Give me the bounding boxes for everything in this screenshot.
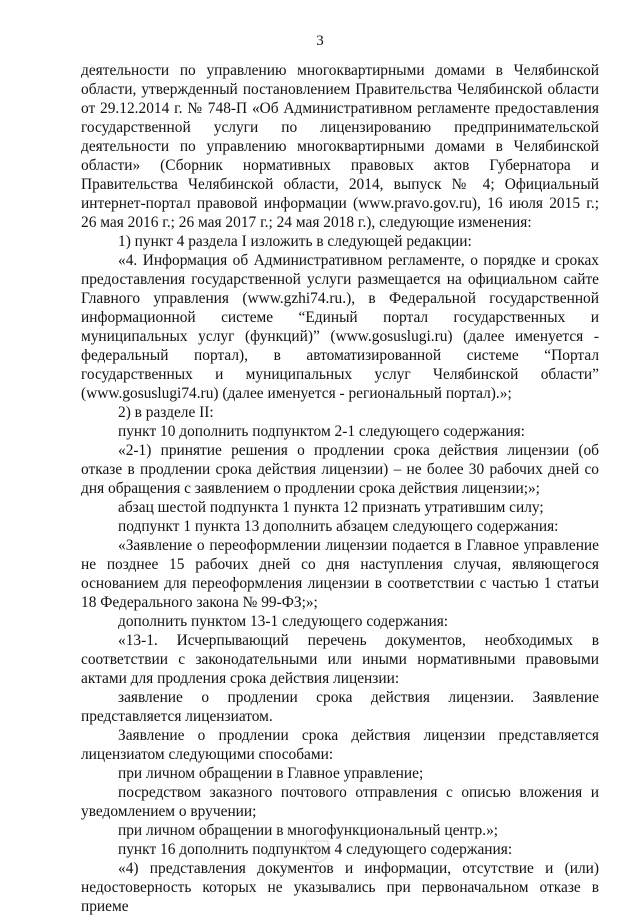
- paragraph: при личном обращении в многофункциональный центр.»;: [118, 822, 499, 839]
- paragraph: деятельности по управлению многоквартирными домами в Челябинской области, утвержденный постановлением Правительства Челябинской области от 29.12.2014 г. № 748-П «Об Административном регламенте предоставления государственной услуги по лицензированию предпринимательской деятельности по управлению многоквартирными домами в Челябинской области» (Сборник нормативных правовых актов Губернатора и Правительства Челябинской области, 2014, выпуск № 4; Официальный интернет-портал правовой информации (www.pravo.gov.ru), 16 июля 2015 г.; 26 мая 2016 г.; 26 мая 2017 г.; 24 мая 2018 г.), следующие изменения:: [81, 62, 599, 231]
- paragraph: при личном обращении в Главное управление;: [118, 765, 424, 782]
- paragraph: абзац шестой подпункта 1 пункта 12 признать утратившим силу;: [118, 499, 544, 516]
- page-number: 3: [316, 33, 324, 49]
- paragraph: «Заявление о переоформлении лицензии подается в Главное управление не позднее 15 рабочих дней со дня наступления случая, являющегося основанием для переоформления лицензии в соответствии с частью 1 статьи 18 Федерального закона № 99-ФЗ;»;: [81, 537, 599, 611]
- paragraph: Заявление о продлении срока действия лицензии представляется лицензиатом следующими способами:: [81, 727, 599, 763]
- paragraph: посредством заказного почтового отправления с описью вложения и уведомлением о вручении;: [81, 784, 599, 820]
- paragraph: «13-1. Исчерпывающий перечень документов, необходимых в соответствии с законодательными или иными нормативными правовыми актами для продления срока действия лицензии:: [81, 632, 599, 687]
- emblem-seal-icon: [302, 838, 332, 864]
- paragraph: «4) представления документов и информации, отсутствие и (или) недостоверность которых не указывались при первоначальном отказе в приеме: [81, 860, 599, 915]
- paragraph: заявление о продлении срока действия лицензии. Заявление представляется лицензиатом.: [81, 689, 599, 725]
- document-body: [81, 61, 599, 916]
- paragraph: «4. Информация об Административном регламенте, о порядке и сроках предоставления государственной услуги размещается на официальном сайте Главного управления (www.gzhi74.ru.), в Федеральной государственной информационной системе “Единый портал государственных и муниципальных услуг (функций)” (www.gosuslugi.ru) (далее именуется - федеральный портал), в автоматизированной системе “Портал государственных и муниципальных услуг Челябинской области” (www.gosuslugi74.ru) (далее именуется - региональный портал).»;: [81, 252, 599, 402]
- paragraph: подпункт 1 пункта 13 дополнить абзацем следующего содержания:: [118, 518, 559, 535]
- paragraph: дополнить пунктом 13-1 следующего содержания:: [118, 613, 449, 630]
- paragraph: «2-1) принятие решения о продлении срока действия лицензии (об отказе в продлении срока действия лицензии) – не более 30 рабочих дней со дня обращения с заявлением о продлении срока действия лицензии;»;: [81, 442, 599, 497]
- paragraph: 1) пункт 4 раздела I изложить в следующей редакции:: [118, 233, 472, 250]
- paragraph: пункт 16 дополнить подпунктом 4 следующего содержания:: [118, 841, 513, 858]
- paragraph: пункт 10 дополнить подпунктом 2-1 следующего содержания:: [118, 423, 525, 440]
- paragraph: 2) в разделе II:: [118, 404, 214, 421]
